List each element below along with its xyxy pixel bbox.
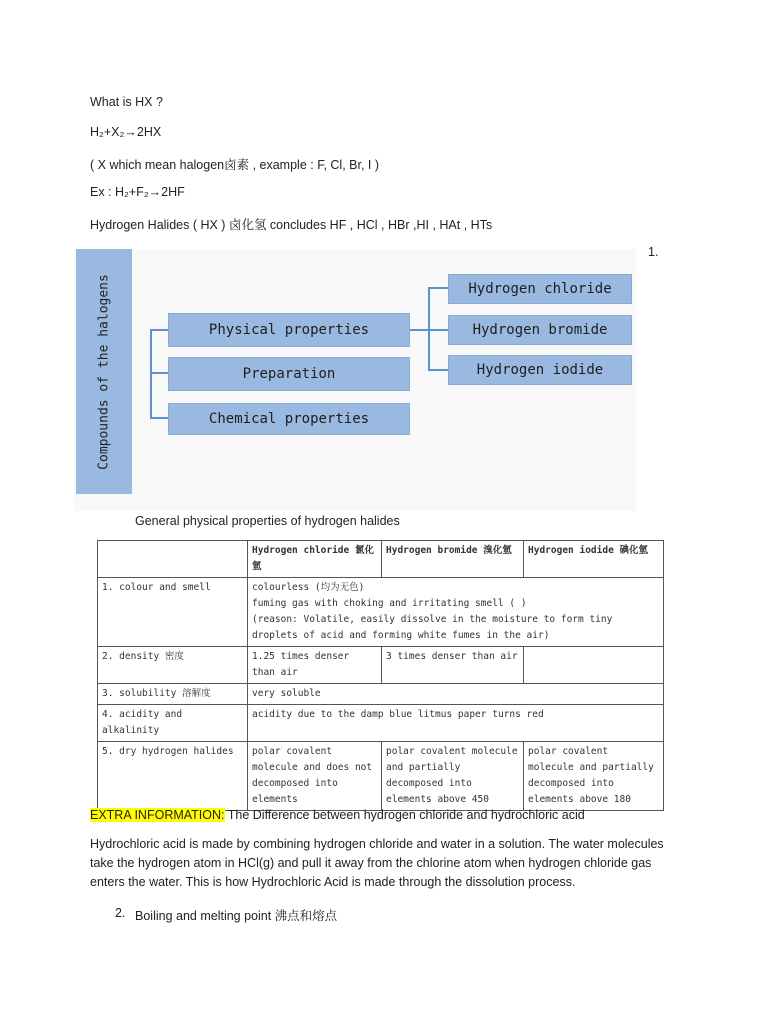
equation-1: H₂+X₂→2HX [90, 125, 162, 139]
halogen-note: ( X which mean halogen卤素 , example : F, Cl, Br, I ) [90, 158, 380, 172]
table-cell [524, 647, 664, 684]
properties-table [97, 540, 664, 811]
chemical-properties-box: Chemical properties [168, 403, 410, 435]
connector-line [428, 329, 448, 331]
hydrogen-iodide-box: Hydrogen iodide [448, 355, 632, 385]
hydrogen-bromide-box: Hydrogen bromide [448, 315, 632, 345]
row-label: 3. solubility 溶解度 [98, 684, 248, 705]
table-cell: very soluble [248, 684, 664, 705]
table-cell: polar covalent molecule and does not decomposed into elements [248, 742, 382, 811]
table-row [98, 578, 664, 647]
table-cell [248, 578, 664, 647]
table-row [98, 742, 664, 811]
extra-info-title: The Difference between hydrogen chloride and hydrochloric acid [224, 808, 585, 822]
cell-line: (reason: Volatile, easily dissolve in the moisture to form tiny droplets of acid and forming white fumes in the air) [252, 614, 613, 641]
question-text: What is HX ? [90, 95, 163, 109]
table-header: Hydrogen chloride 氯化氫 [248, 541, 382, 578]
physical-properties-box: Physical properties [168, 313, 410, 347]
diagram-side-label-box [76, 249, 132, 494]
halides-text: Hydrogen Halides ( HX ) 卤化氢 concludes HF , HCl , HBr ,HI , HAt , HTs [90, 218, 493, 232]
section-2-title: Boiling and melting point 沸点和熔点 [135, 909, 338, 923]
table-header: Hydrogen bromide 溴化氫 [382, 541, 524, 578]
table-row [98, 684, 664, 705]
table-cell: 3 times denser than air [382, 647, 524, 684]
row-label: 4. acidity and alkalinity [98, 705, 248, 742]
extra-info-tag: EXTRA INFORMATION: [90, 808, 225, 822]
extra-info-line: enters the water. This is how Hydrochloric Acid is made through the dissolution process. [90, 875, 576, 889]
connector-line [428, 287, 448, 289]
table-header [98, 541, 248, 578]
table-caption: General physical properties of hydrogen halides [135, 514, 400, 528]
cell-line: fuming gas with choking and irritating smell ( ) [252, 598, 527, 609]
preparation-box: Preparation [168, 357, 410, 391]
table-header: Hydrogen iodide 碘化氫 [524, 541, 664, 578]
extra-info-line: take the hydrogen atom in HCl(g) and pull it away from the chlorine atom when hydrogen chloride gas [90, 856, 652, 870]
table-cell: polar covalent molecule and partially decomposed into elements above 450 [382, 742, 524, 811]
row-label: 5. dry hydrogen halides [98, 742, 248, 811]
section-2-number: 2. [115, 906, 126, 920]
halogen-compounds-diagram [74, 249, 636, 511]
list-number-1: 1. [648, 245, 659, 259]
row-label: 2. density 密度 [98, 647, 248, 684]
table-cell: acidity due to the damp blue litmus paper turns red [248, 705, 664, 742]
connector-line [150, 417, 168, 419]
extra-info-heading [90, 808, 585, 822]
table-row [98, 705, 664, 742]
table-cell: polar covalent molecule and partially decomposed into elements above 180 [524, 742, 664, 811]
table-row [98, 647, 664, 684]
row-label: 1. colour and smell [98, 578, 248, 647]
connector-line [410, 329, 430, 331]
table-header-row [98, 541, 664, 578]
diagram-side-label: Compounds of the halogens [96, 273, 112, 470]
extra-info-line: Hydrochloric acid is made by combining hydrogen chloride and water in a solution. The water molecules [90, 837, 664, 851]
example-equation: Ex : H₂+F₂→2HF [90, 185, 185, 199]
connector-line [150, 329, 168, 331]
connector-line [150, 372, 168, 374]
table-cell: 1.25 times denser than air [248, 647, 382, 684]
connector-line [428, 369, 448, 371]
cell-line: colourless (均为无色) [252, 582, 365, 593]
hydrogen-chloride-box: Hydrogen chloride [448, 274, 632, 304]
